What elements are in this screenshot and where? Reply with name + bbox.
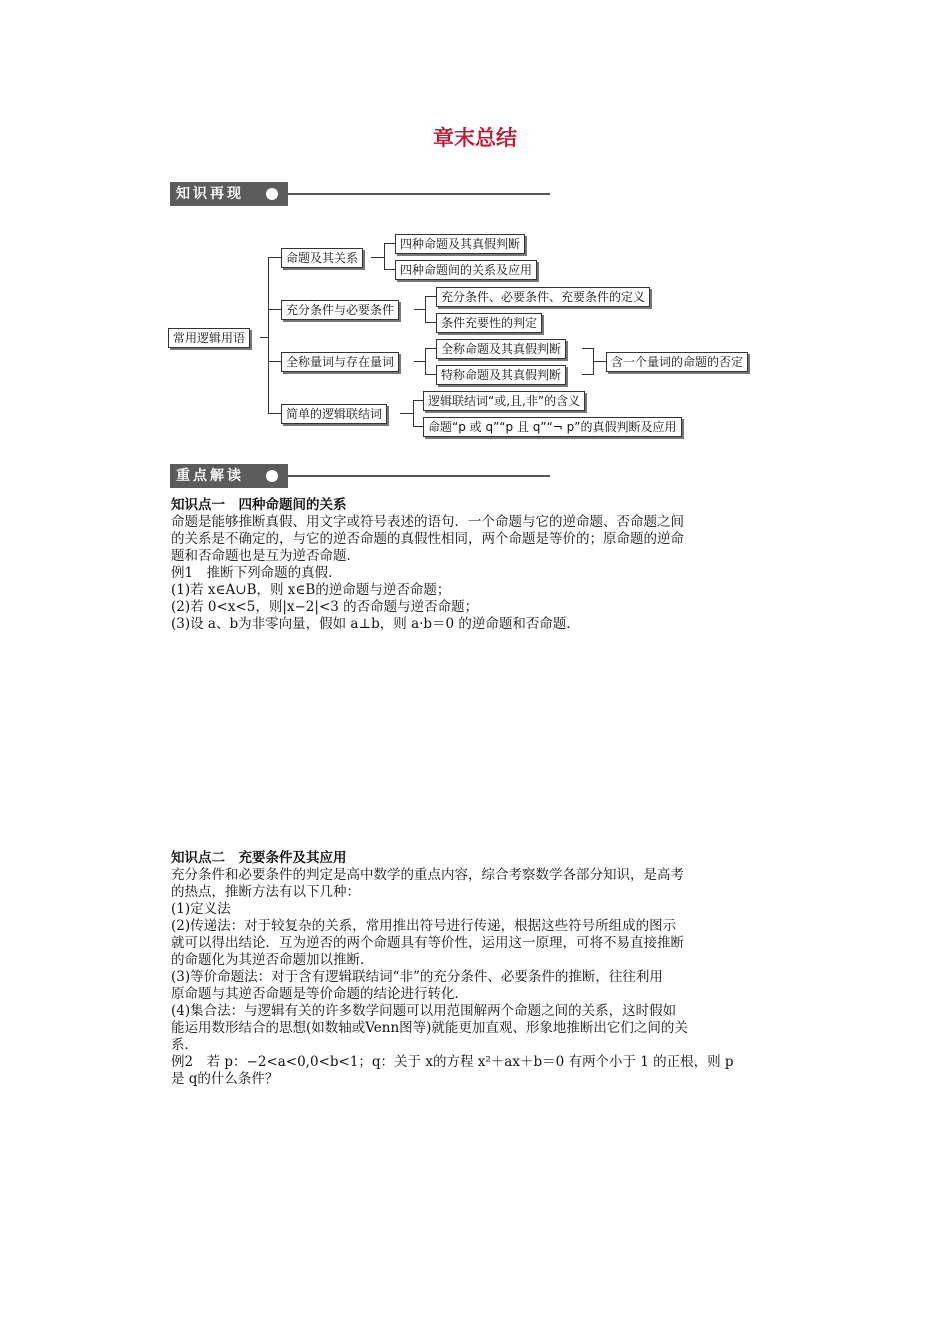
connector [593,361,606,362]
connector [425,348,426,375]
map-branch: 简单的逻辑联结词 [281,404,387,424]
knowledge-point-title: 知识点一 四种命题间的关系 [171,497,347,513]
connector [413,400,414,427]
paragraph-line: 原命题与其逆否命题是等价命题的结论进行转化． [171,986,468,1002]
example-item: (2)若 0<x<5，则|x−2|<3 的否命题与逆否命题； [171,599,479,615]
map-leaf: 逻辑联结词“或,且,非”的含义 [423,391,585,411]
example-heading: 例2 若 p：−2<a<0,0<b<1；q：关于 x的方程 x²＋ax＋b＝0 有两个小于 1 的正根，则 p [171,1054,734,1070]
connector [425,374,436,375]
example-heading: 例1 推断下列命题的真假． [171,565,342,581]
paragraph-line: 的命题化为其逆否命题加以推断． [171,952,374,968]
map-branch: 全称量词与存在量词 [281,352,399,372]
connector [371,257,385,258]
map-leaf: 四种命题间的关系及应用 [395,260,537,280]
knowledge-point-title: 知识点二 充要条件及其应用 [171,850,347,866]
paragraph-line: (2)传递法：对于较复杂的关系，常用推出符号进行传递，根据这些符号所组成的图示 [171,918,677,934]
map-leaf: 条件充要性的判定 [436,313,542,333]
example-item: (3)设 a、b为非零向量，假如 a⊥b，则 a·b＝0 的逆命题和否命题． [171,616,580,632]
map-leaf: 全称命题及其真假判断 [436,339,566,359]
map-branch: 命题及其关系 [281,248,363,268]
connector [384,243,395,244]
section-rule [288,475,550,477]
connector [413,426,423,427]
paragraph-line: 是 q的什么条件？ [171,1071,279,1087]
page-title: 章末总结 [433,126,517,150]
section-label: 知识再现 [170,182,288,206]
connector [425,296,436,297]
map-branch: 充分条件与必要条件 [281,300,399,320]
map-leaf: 含一个量词的命题的否定 [606,352,748,372]
bullet-dot-icon [266,188,278,200]
bullet-dot-icon [266,470,278,482]
connector [425,348,436,349]
paragraph-line: 的关系是不确定的，与它的逆否命题的真假性相同，两个命题是等价的；原命题的逆命 [171,531,684,547]
map-root: 常用逻辑用语 [168,328,250,348]
connector [400,413,414,414]
connector [268,309,281,310]
connector [268,413,281,414]
example-item: (1)若 x∈A∪B，则 x∈B的逆命题与逆否命题； [171,582,451,598]
paragraph-line: (4)集合法：与逻辑有关的许多数学问题可以用范围解两个命题之间的关系，这时假如 [171,1003,677,1019]
connector [384,269,395,270]
map-leaf: 充分条件、必要条件、充要条件的定义 [436,287,650,307]
knowledge-point-1 [171,497,813,633]
connector [413,400,423,401]
paragraph-line: 充分条件和必要条件的判定是高中数学的重点内容，综合考察数学各部分知识，是高考 [171,867,684,883]
paragraph-line: (1)定义法 [171,901,231,917]
section-rule [288,193,550,195]
section-label: 重点解读 [170,464,288,488]
connector [268,257,281,258]
map-leaf: 四种命题及其真假判断 [395,234,525,254]
paragraph-line: 题和否命题也是互为逆否命题． [171,548,360,564]
connector [582,348,593,349]
connector [268,361,281,362]
map-leaf: 命题“p 或 q”“p 且 q”“¬ p”的真假判断及应用 [423,417,682,437]
connector [425,322,436,323]
knowledge-point-2 [171,850,813,1088]
paragraph-line: 能运用数形结合的思想(如数轴或Venn图等)就能更加直观、形象地推断出它们之间的关 [171,1020,688,1036]
paragraph-line: 系． [171,1037,198,1053]
paragraph-line: 就可以得出结论．互为逆否的两个命题具有等价性，运用这一原理，可将不易直接推断 [171,935,684,951]
paragraph-line: 的热点，推断方法有以下几种： [171,884,360,900]
connector [582,374,593,375]
connector [384,243,385,270]
paragraph-line: (3)等价命题法：对于含有逻辑联结词“非”的充分条件、必要条件的推断，往往利用 [171,969,663,985]
connector [425,296,426,323]
paragraph-line: 命题是能够推断真假、用文字或符号表述的语句．一个命题与它的逆命题、否命题之间 [171,514,684,530]
connector [268,257,269,414]
map-leaf: 特称命题及其真假判断 [436,365,566,385]
